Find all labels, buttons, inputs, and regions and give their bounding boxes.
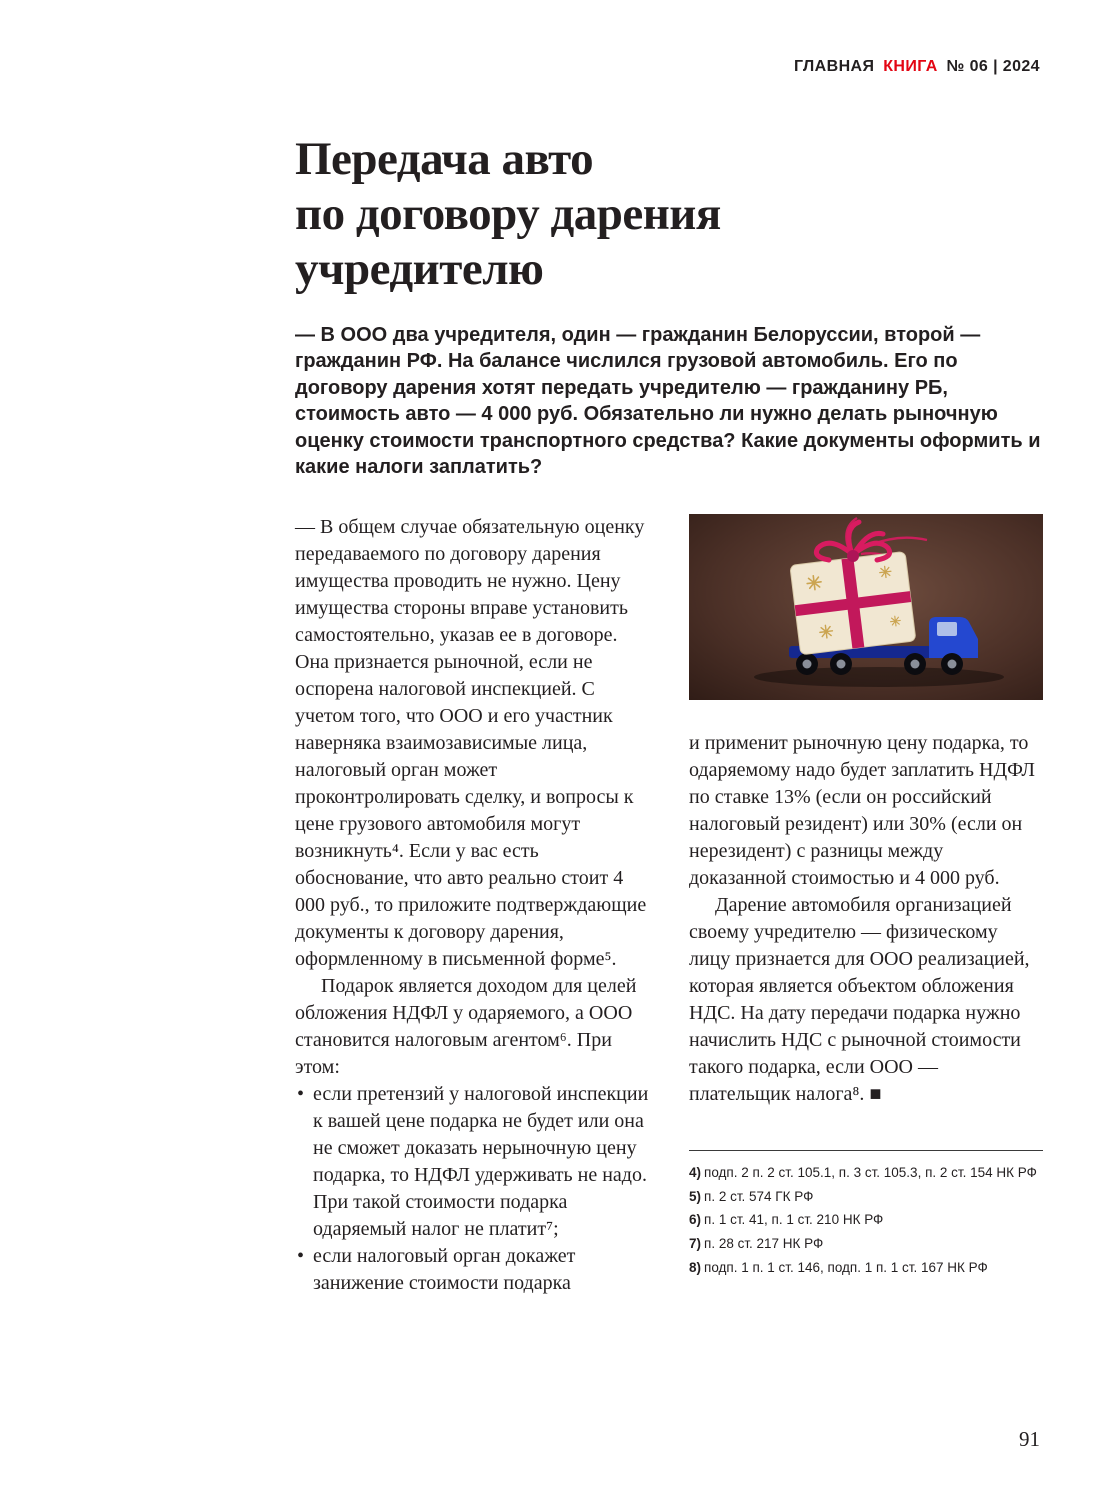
- footnote-7: [689, 1235, 1043, 1254]
- brand-name-part2: КНИГА: [883, 58, 938, 75]
- footnote-7-number: 7): [689, 1235, 702, 1251]
- issue-number: № 06 | 2024: [946, 58, 1040, 75]
- bullet-item-1: [295, 1081, 649, 1243]
- bullet-item-2: [295, 1243, 649, 1297]
- footnote-8: [689, 1259, 1043, 1278]
- footnote-6: [689, 1211, 1043, 1230]
- right-column: [689, 514, 1043, 1282]
- lead-question: — В ООО два учредителя, один — гражданин Белоруссии, второй — гражданин РФ. На балансе числился грузовой автомобиль. Его по договору дарения хотят передать учредителю — гражданину РБ, стоимость авто — 4 000 руб. Обязательно ли нужно делать рыночную оценку стоимости транспортного средства? Какие документы оформить и какие налоги заплатить?: [295, 324, 1041, 478]
- footnote-4-number: 4): [689, 1165, 702, 1180]
- footnotes: [689, 1150, 1043, 1277]
- footnote-6-text: п. 1 ст. 41, п. 1 ст. 210 НК РФ: [704, 1212, 884, 1228]
- article-title-line1: Передача авто: [295, 133, 594, 185]
- footnote-8-number: 8): [689, 1259, 702, 1275]
- page-header: [790, 58, 1040, 76]
- brand-name-part1: ГЛАВНАЯ: [793, 58, 875, 75]
- paragraph-answer-intro: — В общем случае обязательную оценку передаваемого по договору дарения имущества проводить не нужно. Цену имущества стороны вправе установить самостоятельно, указав ее в договоре. Она признается рыночной, если не оспорена налоговой инспекцией. С учетом того, что ООО и его участник наверняка взаимозависимые лица, налоговый орган может проконтролировать сделку, и вопросы к цене грузового автомобиля могут возникнуть⁴. Если у вас есть обоснование, что авто реально стоит 4 000 руб., то приложите подтверждающие документы к договору дарения, оформленному в письменной форме⁵.: [295, 516, 647, 970]
- article-body: [295, 514, 1043, 1297]
- left-column: [295, 514, 649, 1297]
- footnote-6-number: 6): [689, 1212, 702, 1228]
- page-number: 91: [1019, 1427, 1040, 1451]
- footnote-8-text: подп. 1 п. 1 ст. 146, подп. 1 п. 1 ст. 167 НК РФ: [704, 1259, 988, 1275]
- paragraph-market-price: и применит рыночную цену подарка, то одаряемому надо будет заплатить НДФЛ по ставке 13% (если он российский налоговый резидент) или 30% (если он нерезидент) с разницы между доказанной стоимостью и 4 000 руб.: [689, 732, 1035, 889]
- bullet-item-2-text: если налоговый орган докажет занижение стоимости подарка: [313, 1245, 576, 1294]
- footnote-4: [689, 1164, 1043, 1183]
- article-title: [295, 132, 995, 297]
- footnote-5-text: п. 2 ст. 574 ГК РФ: [704, 1188, 814, 1204]
- footnote-5-number: 5): [689, 1188, 702, 1204]
- paragraph-ndfl: Подарок является доходом для целей обложения НДФЛ у одаряемого, а ООО становится налоговым агентом⁶. При этом:: [295, 975, 637, 1078]
- gift-truck-photo: [689, 514, 1043, 700]
- footnote-4-text: подп. 2 п. 2 ст. 105.1, п. 3 ст. 105.3, п. 2 ст. 154 НК РФ: [704, 1165, 1037, 1180]
- footnote-7-text: п. 28 ст. 217 НК РФ: [704, 1235, 824, 1251]
- paragraph-nds: Дарение автомобиля организацией своему учредителю — физическому лицу признается для ООО реализацией, которая является объектом обложения НДС. На дату передачи подарка нужно начислить НДС с рыночной стоимости такого подарка, если ООО — плательщик налога⁸. ■: [689, 894, 1030, 1105]
- article-title-line2: по договору дарения: [295, 187, 721, 240]
- bullet-item-1-text: если претензий у налоговой инспекции к вашей цене подарка не будет или она не сможет доказать нерыночную цену подарка, то НДФЛ удерживать не надо. При такой стоимости подарка одаряемый налог не платит⁷;: [313, 1083, 649, 1240]
- article-title-line3: учредителю: [295, 242, 544, 295]
- footnote-5: [689, 1188, 1043, 1207]
- gift-truck-illustration: [689, 514, 1043, 700]
